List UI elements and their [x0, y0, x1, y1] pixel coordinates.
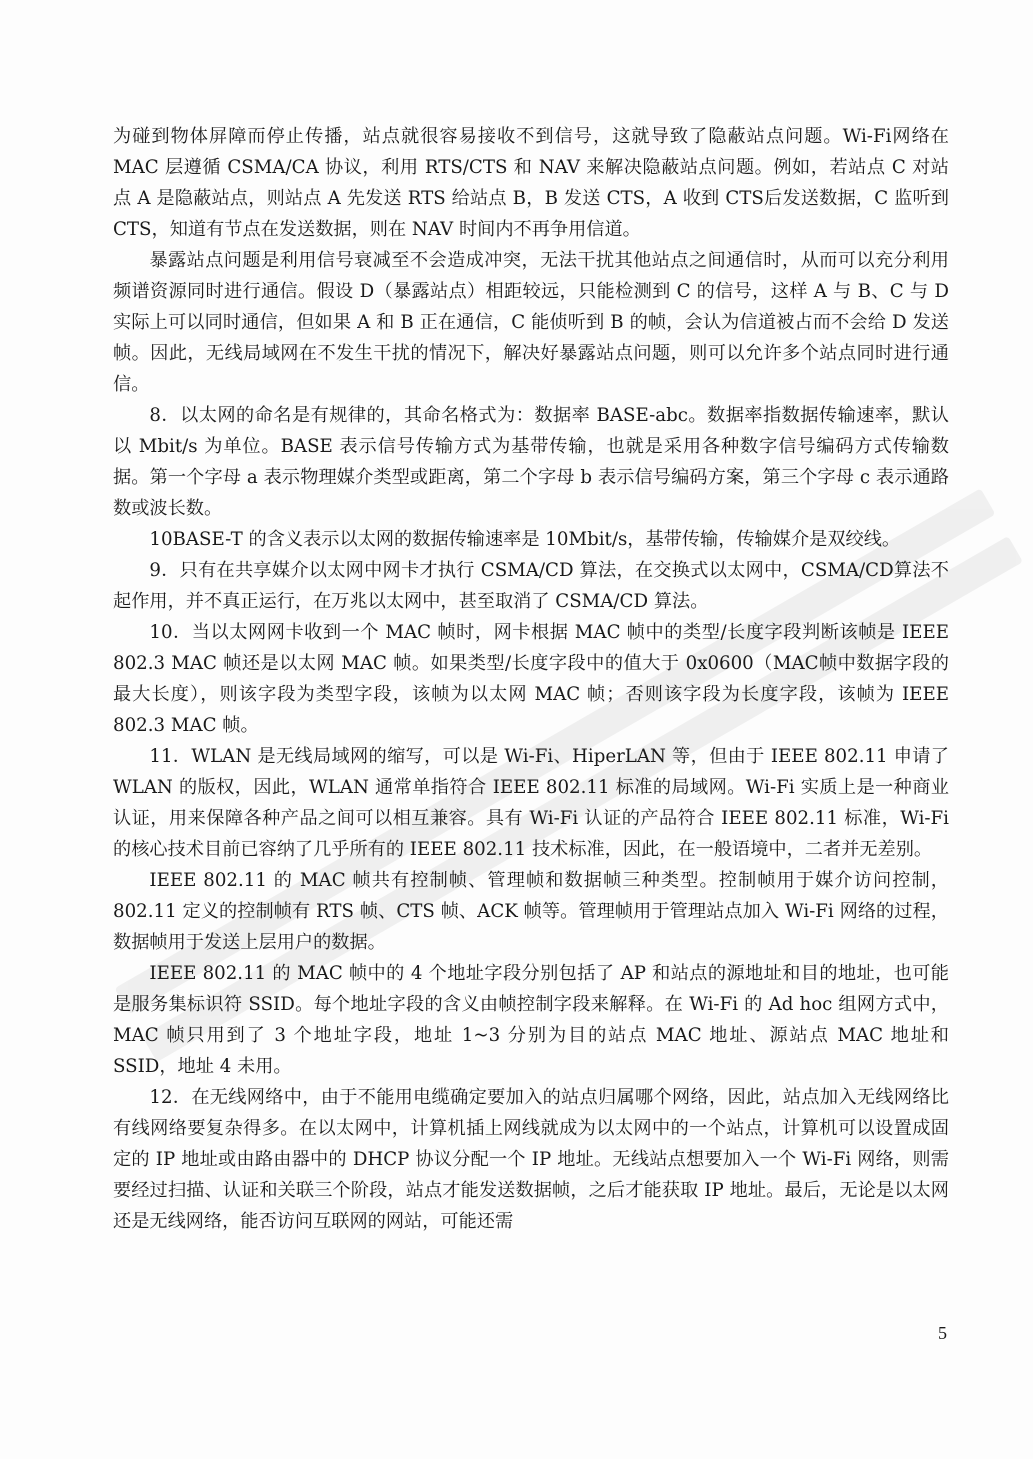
paragraph: 9．只有在共享媒介以太网中网卡才执行 CSMA/CD 算法，在交换式以太网中，CSMA/CD算法不起作用，并不真正运行，在万兆以太网中，甚至取消了 CSMA/CD 算法。: [113, 560, 949, 612]
paragraph: 8．以太网的命名是有规律的，其命名格式为：数据率 BASE-abc。数据率指数据传输速率，默认以 Mbit/s 为单位。BASE 表示信号传输方式为基带传输，也就是采用各种数字信号编码方式传输数据。第一个字母 a 表示物理媒介类型或距离，第二个字母 b 表示信号编码方案，第三个字母 c 表示通路数或波长数。: [113, 405, 949, 519]
paragraph: 10．当以太网网卡收到一个 MAC 帧时，网卡根据 MAC 帧中的类型/长度字段判断该帧是 IEEE 802.3 MAC 帧还是以太网 MAC 帧。如果类型/长度字段中的值大于 0x0600（MAC帧中数据字段的最大长度），则该字段为类型字段，该帧为以太网 MAC 帧；否则该字段为长度字段，该帧为 IEEE 802.3 MAC 帧。: [113, 622, 949, 736]
paragraph: IEEE 802.11 的 MAC 帧中的 4 个地址字段分别包括了 AP 和站点的源地址和目的地址，也可能是服务集标识符 SSID。每个地址字段的含义由帧控制字段来解释。在 Wi-Fi 的 Ad hoc 组网方式中，MAC 帧只用到了 3 个地址字段，地址 1~3 分别为目的站点 MAC 地址、源站点 MAC 地址和 SSID，地址 4 未用。: [113, 963, 949, 1077]
body-text: [113, 121, 949, 1237]
paragraph: 为碰到物体屏障而停止传播，站点就很容易接收不到信号，这就导致了隐蔽站点问题。Wi-Fi网络在 MAC 层遵循 CSMA/CA 协议，利用 RTS/CTS 和 NAV 来解决隐蔽站点问题。例如，若站点 C 对站点 A 是隐蔽站点，则站点 A 先发送 RTS 给站点 B，B 发送 CTS，A 收到 CTS后发送数据，C 监听到 CTS，知道有节点在发送数据，则在 NAV 时间内不再争用信道。: [113, 126, 949, 240]
paragraph: 暴露站点问题是利用信号衰减至不会造成冲突，无法干扰其他站点之间通信时，从而可以充分利用频谱资源同时进行通信。假设 D（暴露站点）相距较远，只能检测到 C 的信号，这样 A 与 B、C 与 D 实际上可以同时通信，但如果 A 和 B 正在通信，C 能侦听到 B 的帧，会认为信道被占而不会给 D 发送帧。因此，无线局域网在不发生干扰的情况下，解决好暴露站点问题，则可以允许多个站点同时进行通信。: [113, 250, 949, 395]
paragraph: 10BASE-T 的含义表示以太网的数据传输速率是 10Mbit/s，基带传输，传输媒介是双绞线。: [149, 529, 901, 550]
paragraph: IEEE 802.11 的 MAC 帧共有控制帧、管理帧和数据帧三种类型。控制帧用于媒介访问控制，802.11 定义的控制帧有 RTS 帧、CTS 帧、ACK 帧等。管理帧用于管理站点加入 Wi-Fi 网络的过程，数据帧用于发送上层用户的数据。: [113, 870, 949, 953]
paragraph: 11．WLAN 是无线局域网的缩写，可以是 Wi-Fi、HiperLAN 等，但由于 IEEE 802.11 申请了 WLAN 的版权，因此，WLAN 通常单指符合 IEEE 802.11 标准的局域网。Wi-Fi 实质上是一种商业认证，用来保障各种产品之间可以相互兼容。具有 Wi-Fi 认证的产品符合 IEEE 802.11 标准，Wi-Fi 的核心技术目前已容纳了几乎所有的 IEEE 802.11 技术标准，因此，在一般语境中，二者并无差别。: [113, 746, 949, 860]
page-number: 5: [938, 1323, 947, 1343]
paragraph: 12．在无线网络中，由于不能用电缆确定要加入的站点归属哪个网络，因此，站点加入无线网络比有线网络要复杂得多。在以太网中，计算机插上网线就成为以太网中的一个站点，计算机可以设置成固定的 IP 地址或由路由器中的 DHCP 协议分配一个 IP 地址。无线站点想要加入一个 Wi-Fi 网络，则需要经过扫描、认证和关联三个阶段，站点才能发送数据帧，之后才能获取 IP 地址。最后，无论是以太网还是无线网络，能否访问互联网的网站，可能还需: [113, 1087, 949, 1232]
